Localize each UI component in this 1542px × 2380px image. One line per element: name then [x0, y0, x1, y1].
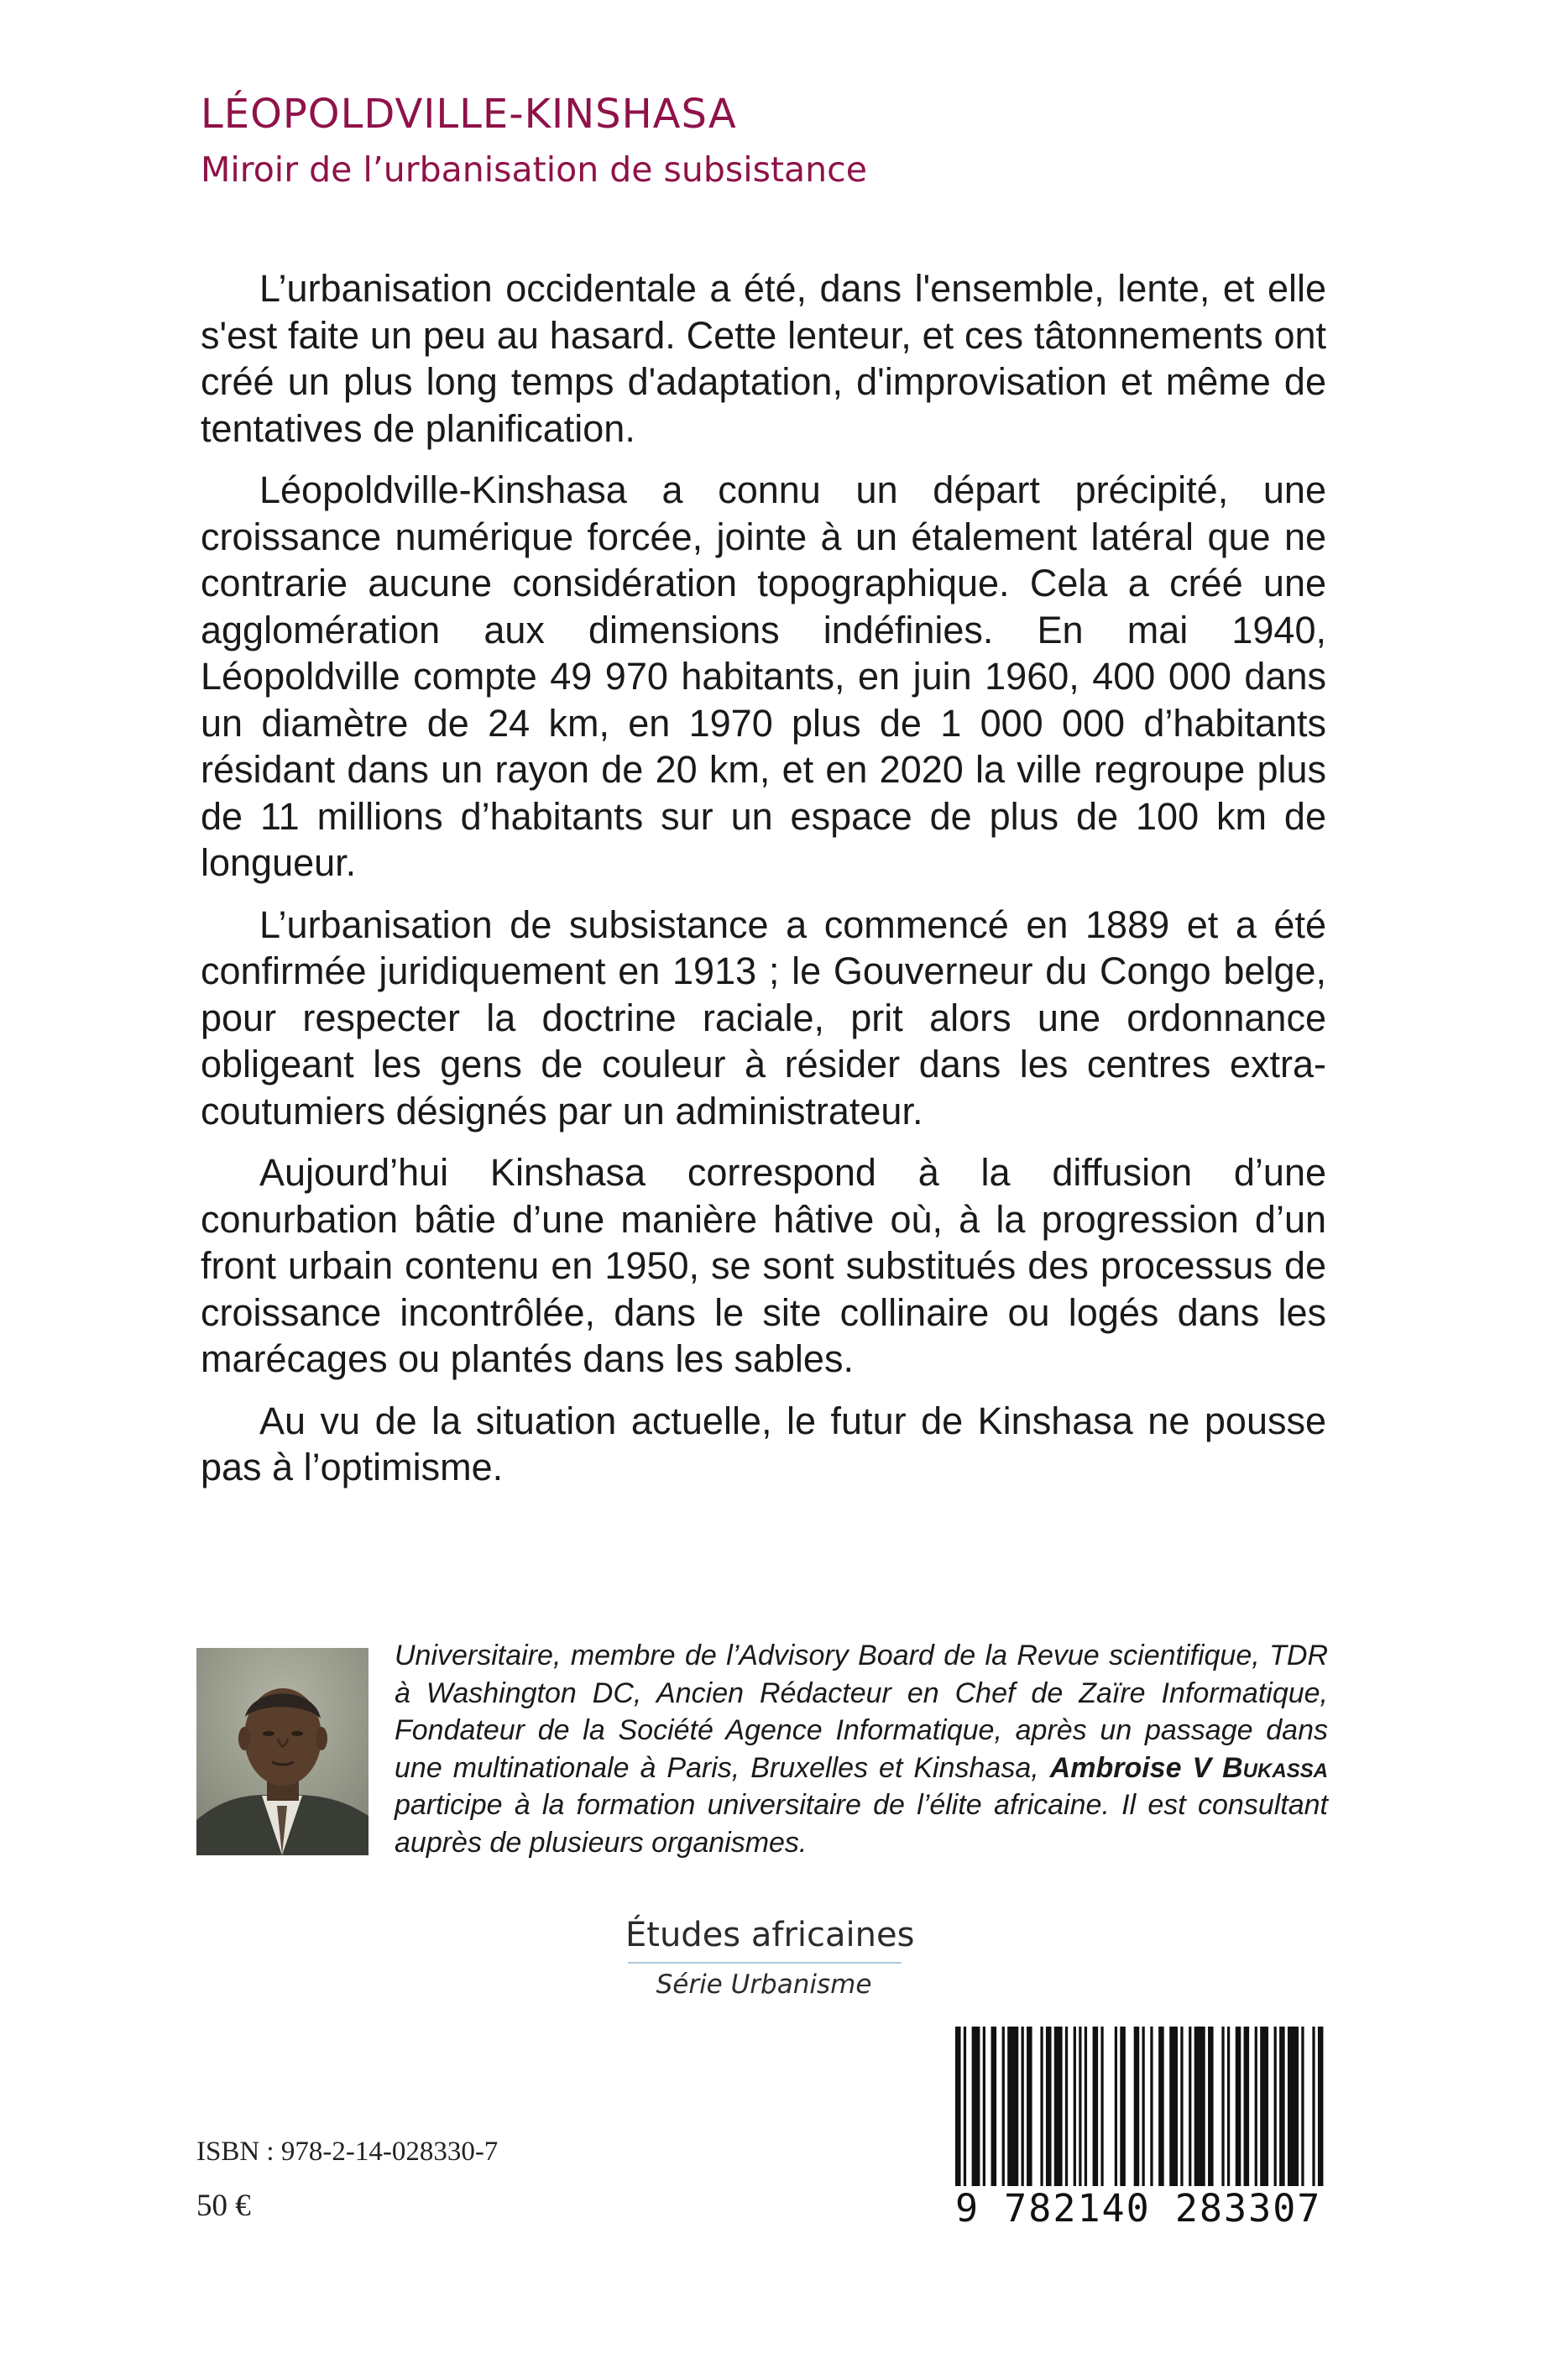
- barcode-bar: [955, 2027, 961, 2186]
- barcode-bar: [1085, 2027, 1087, 2186]
- series-name: Études africaines: [625, 1916, 915, 1954]
- author-name: Ambroise V Bukassa: [1049, 1751, 1329, 1784]
- book-title: LÉOPOLDVILLE-KINSHASA: [201, 91, 737, 138]
- barcode-bar: [1022, 2027, 1024, 2186]
- barcode-bars: [955, 2027, 1329, 2186]
- barcode-bar: [1274, 2027, 1277, 2186]
- barcode-bar: [1318, 2027, 1324, 2186]
- barcode-bar: [1180, 2027, 1183, 2186]
- author-portrait-graphic: [196, 1648, 369, 1855]
- barcode-bar: [1189, 2027, 1191, 2186]
- barcode-digits: 9 782140 283307: [955, 2186, 1322, 2231]
- barcode-bar: [1027, 2027, 1032, 2186]
- barcode-bar: [1115, 2027, 1117, 2186]
- barcode-bar: [972, 2027, 980, 2186]
- barcode-bar: [1007, 2027, 1018, 2186]
- book-subtitle: Miroir de l’urbanisation de subsistance: [201, 149, 867, 190]
- barcode-bar: [1142, 2027, 1145, 2186]
- author-bio-before: Universitaire, membre de l’Advisory Board de la Revue scientifique, TDR à Washington DC, Ancien Rédacteur en Chef de Zaïre Informatique, Fondateur de la Société Agence Informatique, après un passage dans une multinationale à Paris, Bruxelles et Kinshasa,: [395, 1640, 1328, 1784]
- series-divider: [628, 1962, 902, 1964]
- barcode-bar: [1208, 2027, 1214, 2186]
- barcode-bar: [1244, 2027, 1250, 2186]
- back-cover-blurb: [201, 265, 1326, 1506]
- barcode-bar: [1093, 2027, 1099, 2186]
- author-photo: [196, 1648, 369, 1855]
- barcode-bar: [1046, 2027, 1052, 2186]
- author-bio: [395, 1637, 1328, 1861]
- barcode-bar: [1054, 2027, 1063, 2186]
- barcode-bar: [1221, 2027, 1224, 2186]
- barcode-bar: [991, 2027, 997, 2186]
- blurb-paragraph: Aujourd’hui Kinshasa correspond à la diffusion d’une conurbation bâtie d’une manière hâtive où, à la progression d’un front urbain contenu en 1950, se sont substitués des processus de croissance incontrôlée, dans le site collinaire ou logés dans les marécages ou plantés dans les sables.: [201, 1151, 1326, 1380]
- barcode-bar: [1100, 2027, 1103, 2186]
- blurb-paragraph: L’urbanisation occidentale a été, dans l'ensemble, lente, et elle s'est faite un peu au hasard. Cette lenteur, et ces tâtonnements ont créé un plus long temps d'adaptation, d'improvisation et même de tentatives de planification.: [201, 267, 1326, 450]
- barcode-bar: [1079, 2027, 1081, 2186]
- barcode-bar: [1169, 2027, 1178, 2186]
- isbn-label: ISBN : 978-2-14-028330-7: [196, 2137, 499, 2167]
- barcode-bar: [983, 2027, 985, 2186]
- barcode-bar: [1236, 2027, 1241, 2186]
- blurb-paragraph: L’urbanisation de subsistance a commencé en 1889 et a été confirmée juridiquement en 1913 ; le Gouverneur du Congo belge, pour respecter la doctrine raciale, prit alors une ordonnance obligeant les gens de couleur à résider dans les centres extra-coutumiers désignés par un administrateur.: [201, 902, 1326, 1132]
- barcode-bar: [1065, 2027, 1068, 2186]
- barcode-bar: [1074, 2027, 1076, 2186]
- barcode-bar: [1194, 2027, 1205, 2186]
- blurb-paragraph: Au vu de la situation actuelle, le futur de Kinshasa ne pousse pas à l’optimisme.: [201, 1399, 1326, 1488]
- price-label: 50 €: [196, 2189, 251, 2223]
- barcode-bar: [1255, 2027, 1257, 2186]
- barcode-bar: [1288, 2027, 1299, 2186]
- barcode-bar: [1120, 2027, 1126, 2186]
- barcode-bar: [1040, 2027, 1043, 2186]
- barcode-bar: [1279, 2027, 1285, 2186]
- barcode-bar: [1227, 2027, 1230, 2186]
- blurb-paragraph: Léopoldville-Kinshasa a connu un départ précipité, une croissance numérique forcée, jointe à un étalement latéral que ne contrarie aucune considération topographique. Cela a créé une agglomération aux dimensions indéfinies. En mai 1940, Léopoldville compte 49 970 habitants, en juin 1960, 400 000 dans un diamètre de 24 km, en 1970 plus de 1 000 000 d’habitants résidant dans un rayon de 20 km, et en 2020 la ville regroupe plus de 11 millions d’habitants sur un espace de plus de 100 km de longueur.: [201, 468, 1326, 884]
- barcode-bar: [1312, 2027, 1315, 2186]
- series-subtitle: Série Urbanisme: [656, 1969, 872, 2000]
- barcode-bar: [1158, 2027, 1164, 2186]
- barcode-bar: [1002, 2027, 1005, 2186]
- barcode-bar: [1301, 2027, 1304, 2186]
- isbn-barcode: [955, 2027, 1329, 2231]
- barcode-bar: [964, 2027, 966, 2186]
- barcode-bar: [1134, 2027, 1140, 2186]
- barcode-bar: [1260, 2027, 1268, 2186]
- barcode-bar: [1150, 2027, 1153, 2186]
- author-bio-after: participe à la formation universitaire de l’élite africaine. Il est consultant auprès de plusieurs organismes.: [395, 1789, 1328, 1859]
